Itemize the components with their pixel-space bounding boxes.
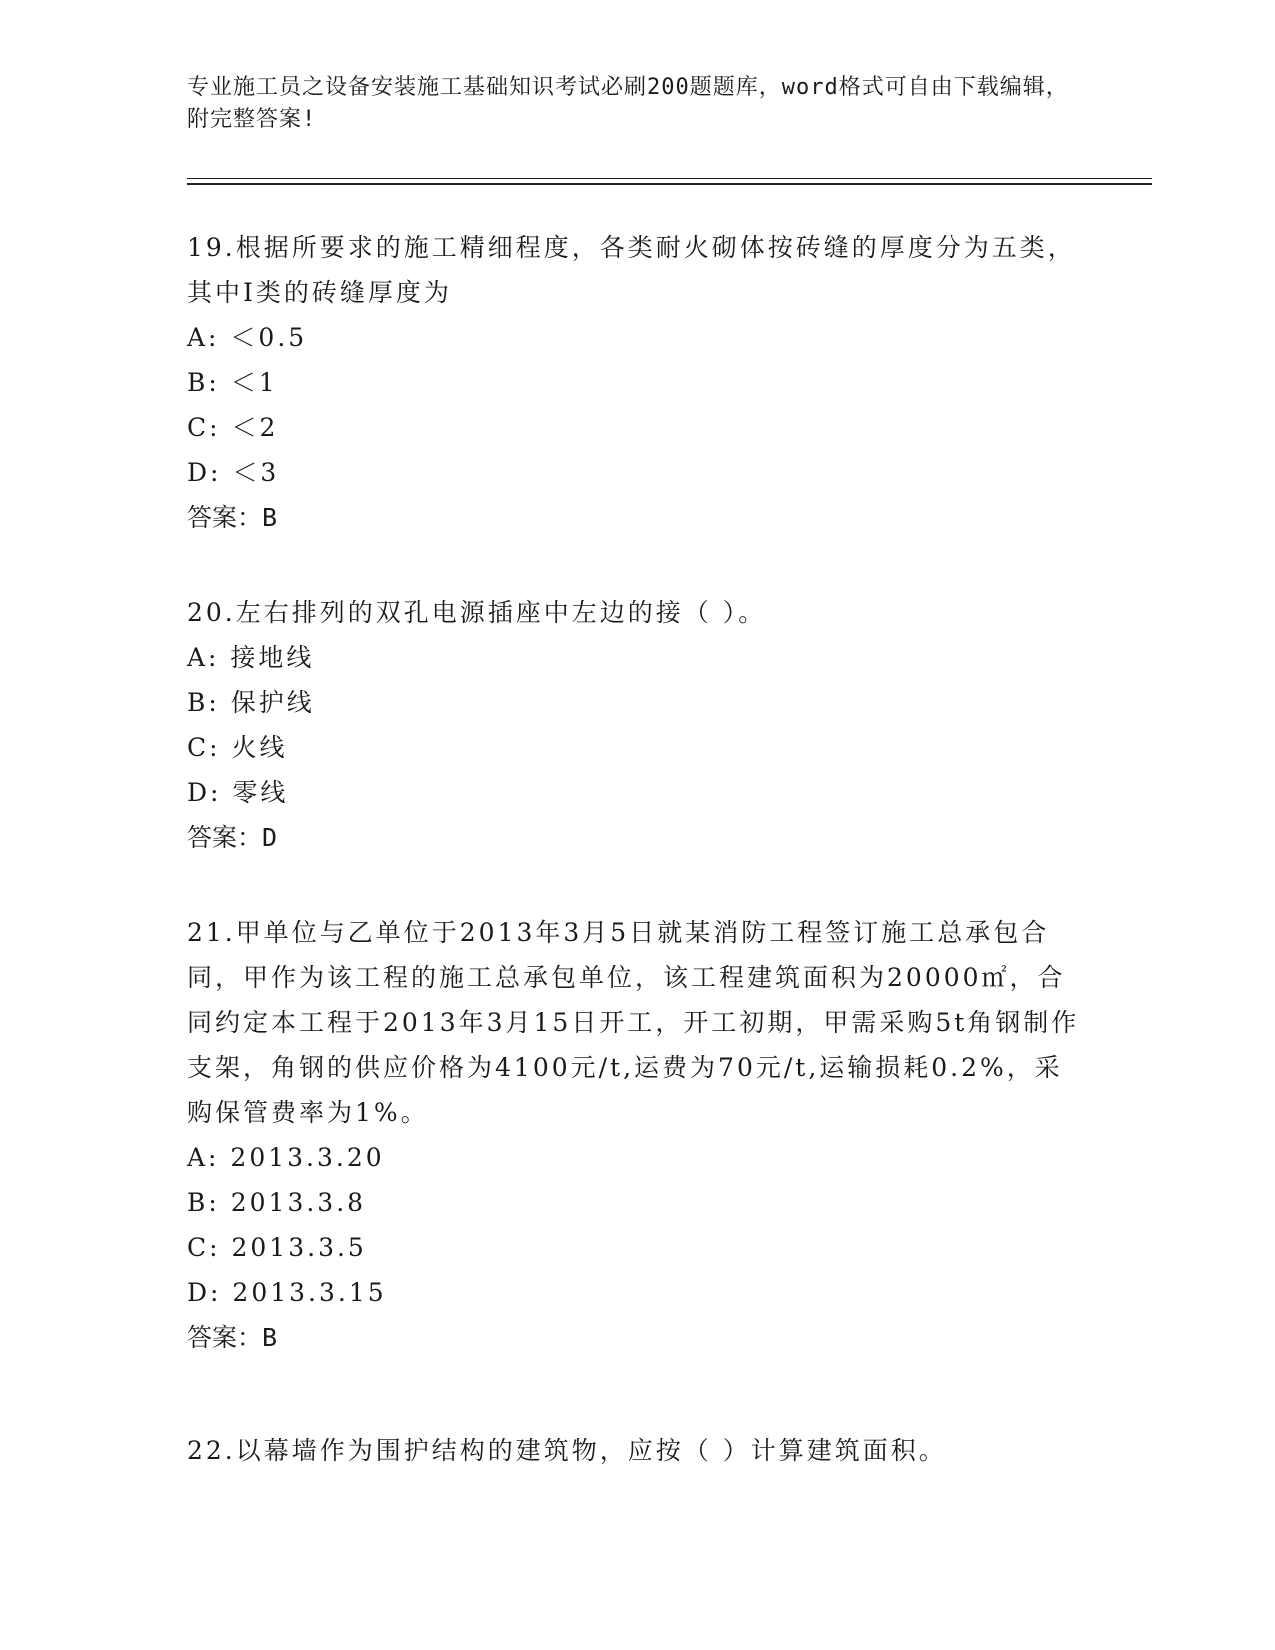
question-stem: 20.左右排列的双孔电源插座中左边的接（ ）。 (187, 598, 767, 627)
question-stem: 21.甲单位与乙单位于2013年3月5日就某消防工程签订施工总承包合同，甲作为该工程的施工总承包单位，该工程建筑面积为20000㎡，合同约定本工程于2013年3月15日开工，开工初期，甲需采购5t角钢制作支架，角钢的供应价格为4100元/t,运费为70元/t,运输损耗0.2%，采购保管费率为1%。 (187, 918, 1080, 1127)
option-b: B: ＜1 (187, 368, 278, 397)
question-20 (187, 590, 1087, 860)
question-stem: 22.以幕墙作为围护结构的建筑物，应按（ ）计算建筑面积。 (187, 1436, 947, 1465)
header-divider (187, 178, 1152, 185)
question-19 (187, 225, 1087, 540)
option-a: A: ＜0.5 (187, 323, 308, 352)
option-c: C: 火线 (187, 733, 288, 762)
question-21 (187, 910, 1087, 1360)
page-header: 专业施工员之设备安装施工基础知识考试必刷200题题库，word格式可自由下载编辑，附完整答案! (187, 75, 1069, 132)
option-d: D: 2013.3.15 (187, 1278, 387, 1307)
option-b: B: 2013.3.8 (187, 1188, 367, 1217)
option-a: A: 2013.3.20 (187, 1143, 385, 1172)
option-a: A: 接地线 (187, 643, 315, 672)
option-d: D: ＜3 (187, 458, 280, 487)
answer-label: 答案：D (187, 823, 278, 852)
option-d: D: 零线 (187, 778, 289, 807)
answer-label: 答案：B (187, 1323, 278, 1352)
option-c: C: ＜2 (187, 413, 279, 442)
answer-label: 答案：B (187, 503, 278, 532)
question-stem: 19.根据所要求的施工精细程度，各类耐火砌体按砖缝的厚度分为五类，其中I类的砖缝厚度为 (187, 233, 1076, 307)
question-22 (187, 1428, 1087, 1473)
option-b: B: 保护线 (187, 688, 315, 717)
option-c: C: 2013.3.5 (187, 1233, 367, 1262)
